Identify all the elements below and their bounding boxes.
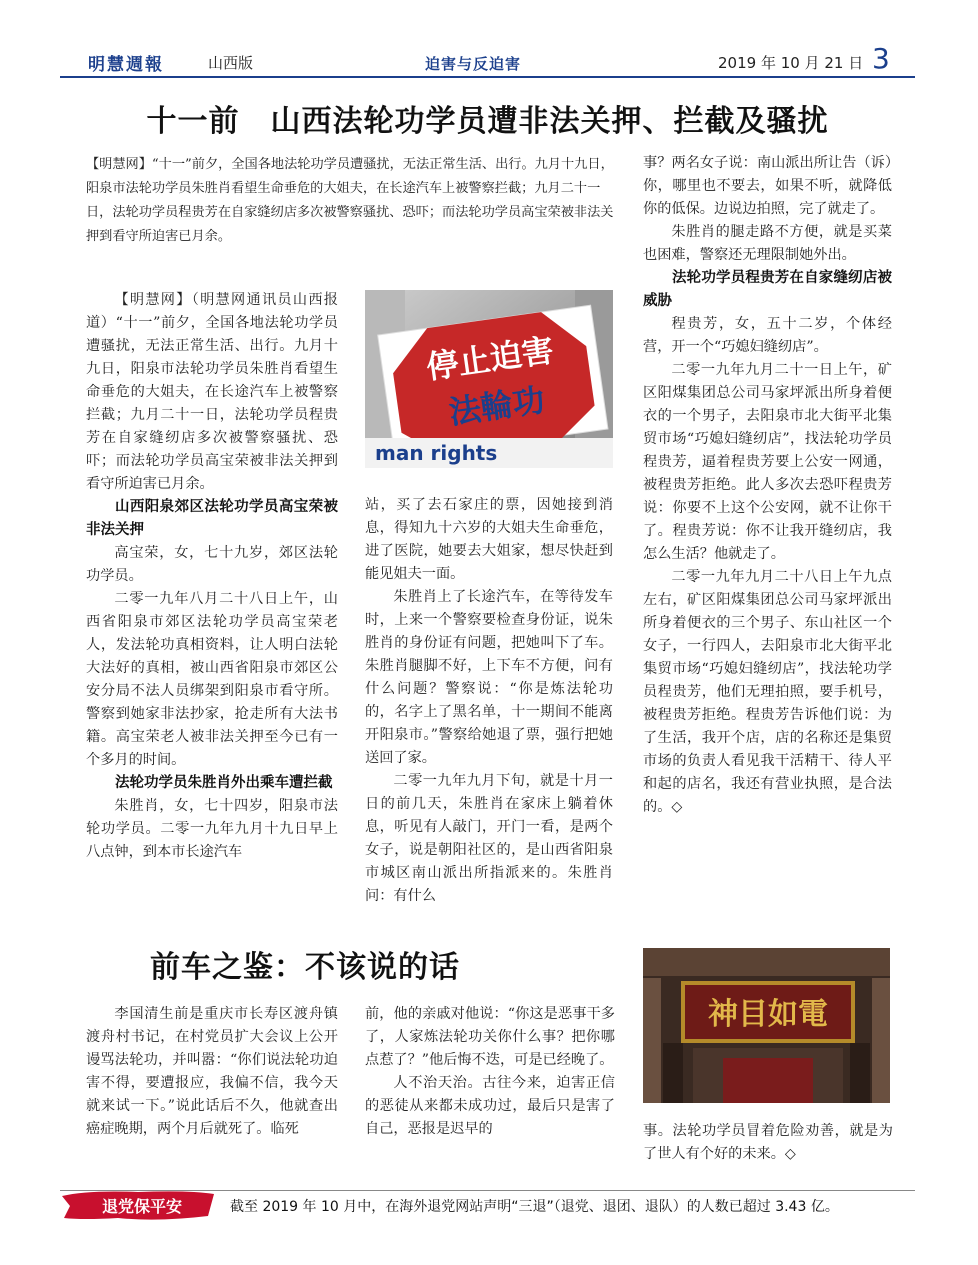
paragraph: 二零一九年九月二十一日上午，矿区阳煤集团总公司马家坪派出所身着便衣的一个男子，去阳泉市北大街平北集贸市场“巧媳妇缝纫店”，找法轮功学员程贵芳，逼着程贵芳要上公安一网通，被程贵芳拒绝。此人多次去恐吓程贵芳说：你要不上这个公安网，就不让你干了。程贵芳说：你不让我开缝纫店，我怎么生活？他就走了。 bbox=[643, 362, 892, 562]
paragraph: 二零一九年九月下旬，就是十月一日的前几天，朱胜肖在家床上躺着休息，听见有人敲门，开门一看，是两个女子，说是朝阳社区的，是山西省阳泉市城区南山派出所指派来的。朱胜肖问：有什么 bbox=[365, 773, 613, 904]
subheading: 法轮功学员程贵芳在自家缝纫店被威胁 bbox=[643, 270, 892, 309]
paragraph: 前，他的亲戚对他说：“你这是恶事干多了，人家炼法轮功关你什么事？把你哪点惹了？”他后悔不迭，可是已经晚了。 bbox=[365, 1006, 615, 1068]
article2-column-2 bbox=[365, 1003, 615, 1141]
article1-column-2 bbox=[365, 494, 613, 908]
article2-column-3 bbox=[643, 1120, 893, 1166]
sign-text-1: 停止迫害 bbox=[424, 330, 557, 387]
badge-text: 退党保平安 bbox=[101, 1197, 183, 1216]
article1-column-3 bbox=[643, 152, 892, 819]
sign-text-2: 法輪功 bbox=[446, 380, 547, 432]
paragraph: 李国清生前是重庆市长寿区渡舟镇渡舟村书记，在村党员扩大会议上公开谩骂法轮功，并叫嚣：“你们说法轮功迫害不得，要遭报应，我偏不信，我今天就来试一下。”说此话后不久，他就查出癌症晚期，两个月后就死了。临死 bbox=[86, 1006, 338, 1137]
paragraph: 朱胜肖，女，七十四岁，阳泉市法轮功学员。二零一九年九月十九日早上八点钟，到本市长途汽车 bbox=[86, 798, 338, 860]
article2-column-1 bbox=[86, 1003, 338, 1141]
protest-sign-photo bbox=[365, 290, 613, 468]
article2-headline: 前车之鉴：不该说的话 bbox=[150, 950, 460, 985]
paragraph: 站，买了去石家庄的票，因她接到消息，得知九十六岁的大姐夫生命垂危，进了医院，她要去大姐家，想尽快赶到能见姐夫一面。 bbox=[365, 497, 613, 582]
temple-plaque-photo bbox=[643, 948, 890, 1103]
paragraph: 朱胜肖的腿走路不方便，就是买菜也困难，警察还无理限制她外出。 bbox=[643, 224, 892, 263]
subheading: 山西阳泉郊区法轮功学员高宝荣被非法关押 bbox=[86, 499, 338, 538]
article1-lead: 【明慧网】“十一”前夕，全国各地法轮功学员遭骚扰，无法正常生活、出行。九月十九日，阳泉市法轮功学员朱胜肖看望生命垂危的大姐夫，在长途汽车上被警察拦截；九月二十一日，法轮功学员程贵芳在自家缝纫店多次被警察骚扰、恐吓；而法轮功学员高宝荣被非法关押到看守所迫害已月余。 bbox=[86, 157, 614, 244]
paragraph: 人不治天治。古往今来，迫害正信的恶徒从来都未成功过，最后只是害了自己，恶报是迟早的 bbox=[365, 1075, 615, 1137]
paragraph: 程贵芳，女，五十二岁，个体经营，开一个“巧媳妇缝纫店”。 bbox=[643, 316, 892, 355]
paragraph: 朱胜肖上了长途汽车，在等待发车时，上来一个警察要检查身份证，说朱胜肖的身份证有问题，把她叫下了车。朱胜肖腿脚不好，上下车不方便，问有什么问题？警察说：“你是炼法轮功的，名字上了黑名单，十一期间不能离开阳泉市。”警察给她退了票，强行把她送回了家。 bbox=[365, 589, 613, 766]
page-number: 3 bbox=[872, 42, 890, 75]
paragraph: 二零一九年八月二十八日上午，山西省阳泉市郊区法轮功学员高宝荣老人，发法轮功真相资料，让人明白法轮大法好的真相，被山西省阳泉市郊区公安分局不法人员绑架到阳泉市看守所。警察到她家非法抄家，抢走所有大法书籍。高宝荣老人被非法关押至今已有一个多月的时间。 bbox=[86, 591, 338, 768]
subheading: 法轮功学员朱胜肖外出乘车遭拦截 bbox=[115, 775, 333, 791]
article1-headline: 十一前 山西法轮功学员遭非法关押、拦截及骚扰 bbox=[146, 104, 829, 139]
issue-date: 2019 年 10 月 21 日 bbox=[718, 54, 864, 72]
article1-column-1 bbox=[86, 289, 338, 864]
header-divider bbox=[60, 76, 915, 78]
edition-label: 山西版 bbox=[208, 54, 254, 72]
paragraph: 事？两名女子说：南山派出所让告（诉）你，哪里也不要去，如果不听，就降低你的低保。边说边拍照，完了就走了。 bbox=[643, 155, 892, 217]
quit-party-badge bbox=[58, 1188, 218, 1222]
paragraph: 二零一九年九月二十八日上午九点左右，矿区阳煤集团总公司马家坪派出所身着便衣的三个男子、东山社区一个女子，一行四人，去阳泉市北大街平北集贸市场“巧媳妇缝纫店”，找法轮功学员程贵芳，他们无理拍照，要手机号，被程贵芳拒绝。程贵芳告诉他们说：为了生活，我开个店，店的名称还是集贸市场的负责人看见我干活精干、待人平和起的店名，我还有营业执照，是合法的。◇ bbox=[643, 569, 892, 815]
plaque-text: 神目如電 bbox=[708, 997, 828, 1032]
masthead-logo: 明慧週報 bbox=[88, 55, 164, 75]
footer-statement: 截至 2019 年 10 月中，在海外退党网站声明“三退”（退党、退团、退队）的人数已超过 3.43 亿。 bbox=[230, 1199, 839, 1215]
section-title: 迫害与反迫害 bbox=[425, 55, 522, 73]
paragraph: 高宝荣，女，七十九岁，郊区法轮功学员。 bbox=[86, 545, 338, 584]
paragraph: 【明慧网】（明慧网通讯员山西报道）“十一”前夕，全国各地法轮功学员遭骚扰，无法正常生活、出行。九月十九日，阳泉市法轮功学员朱胜肖看望生命垂危的大姐夫，在长途汽车上被警察拦截；九月二十一日，法轮功学员程贵芳在自家缝纫店多次被警察骚扰、恐吓；而法轮功学员高宝荣被非法关押到看守所迫害已月余。 bbox=[86, 292, 338, 492]
banner-text: man rights bbox=[375, 441, 498, 465]
paragraph: 事。法轮功学员冒着危险劝善，就是为了世人有个好的未来。◇ bbox=[643, 1123, 893, 1162]
